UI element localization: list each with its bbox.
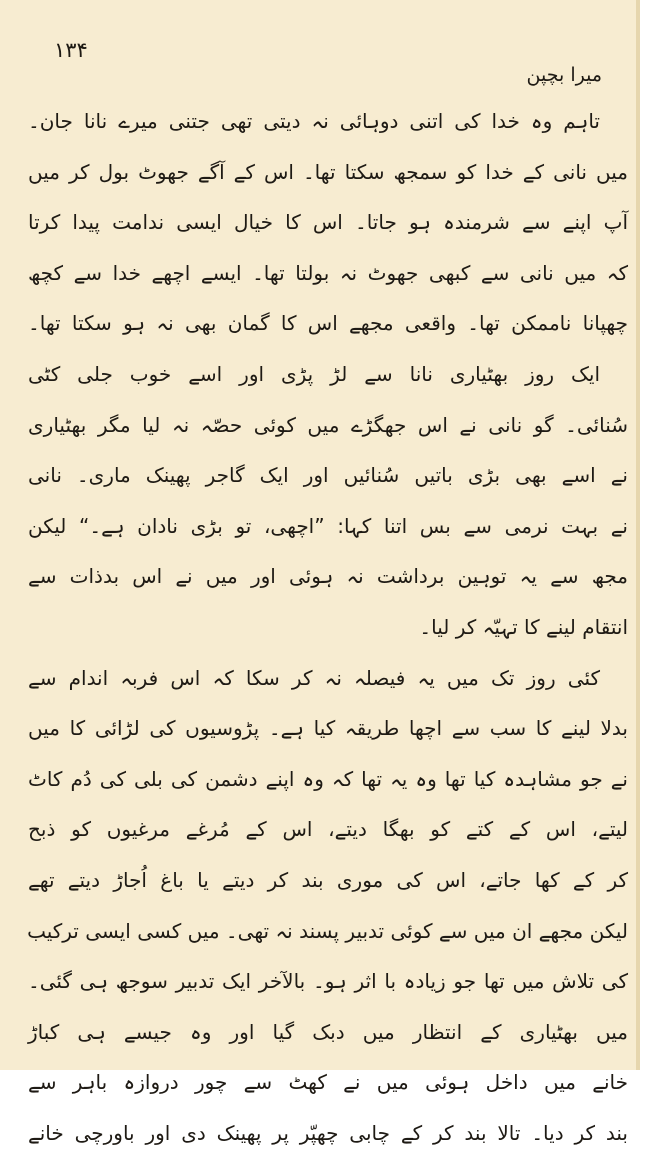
text-line: لیتے، اس کے کتے کو بھگا دیتے، اس کے مُرغے مرغیوں کو ذبح [28, 817, 628, 842]
text-line: لیکن مجھے ان میں سے کوئی تدبیر پسند نہ تھی۔ میں کسی ایسی ترکیب [27, 918, 628, 943]
text-line: انتقام لینے کا تہیّہ کر لیا۔ [419, 614, 628, 639]
text-line: میں بھٹیاری کے انتظار میں دبک گیا اور وہ جیسے ہی کباڑ [28, 1019, 628, 1044]
text-line: خانے میں داخل ہوئی میں نے کھٹ سے چور دروازہ باہر سے [28, 1070, 628, 1095]
body-text [28, 96, 628, 1158]
text-line: چھپانا ناممکن تھا۔ واقعی مجھے اس کا گمان بھی نہ ہو سکتا تھا۔ [28, 311, 628, 336]
text-line: میں نانی کے خدا کو سمجھ سکتا تھا۔ اس کے آگے جھوٹ بول کر میں [28, 159, 628, 184]
text-line: کی تلاش میں تھا جو زیادہ با اثر ہو۔ بالآخر ایک تدبیر سوجھ ہی گئی۔ [28, 969, 628, 994]
text-line: بدلا لینے کا سب سے اچھا طریقہ کیا ہے۔ پڑوسیوں کی لڑائی کا میں [28, 716, 628, 741]
text-line: نے اسے بھی بڑی باتیں سُنائیں اور ایک گاجر پھینک ماری۔ نانی [28, 463, 628, 488]
running-header: میرا بچپن [526, 64, 602, 86]
text-line: کر کے کھا جاتے، اس کی موری بند کر دیتے یا باغ اُجاڑ دیتے تھے [28, 867, 628, 892]
text-line: مجھ سے یہ توہین برداشت نہ ہوئی اور میں نے اس بدذات سے [28, 564, 628, 589]
text-line: نے بہت نرمی سے بس اتنا کہا: ”اچھی، تو بڑی نادان ہے۔“ لیکن [28, 513, 628, 538]
text-line: نے جو مشاہدہ کیا تھا وہ یہ تھا کہ وہ اپنے دشمن کی بلی کی دُم کاٹ [28, 766, 628, 791]
text-line: کئی روز تک میں یہ فیصلہ نہ کر سکا کہ اس فربہ اندام سے [28, 665, 600, 690]
text-line: ایک روز بھٹیاری نانا سے لڑ پڑی اور اسے خوب جلی کٹی [28, 361, 600, 386]
text-line: بند کر دیا۔ تالا بند کر کے چابی چھپّر پر پھینک دی اور باورچی خانے [28, 1120, 628, 1145]
page-number: ۱۳۴ [54, 38, 88, 62]
text-line: سُنائی۔ گو نانی نے اس جھگڑے میں کوئی حصّہ نہ لیا مگر بھٹیاری [28, 412, 628, 437]
text-line: تاہم وہ خدا کی اتنی دوہائی نہ دیتی تھی جتنی میرے نانا جان۔ [28, 109, 600, 133]
text-line: آپ اپنے سے شرمندہ ہو جاتا۔ اس کا خیال ایسی ندامت پیدا کرتا [28, 210, 628, 235]
text-line: کہ میں نانی سے کبھی جھوٹ نہ بولتا تھا۔ ایسے اچھے خدا سے کچھ [28, 260, 628, 285]
